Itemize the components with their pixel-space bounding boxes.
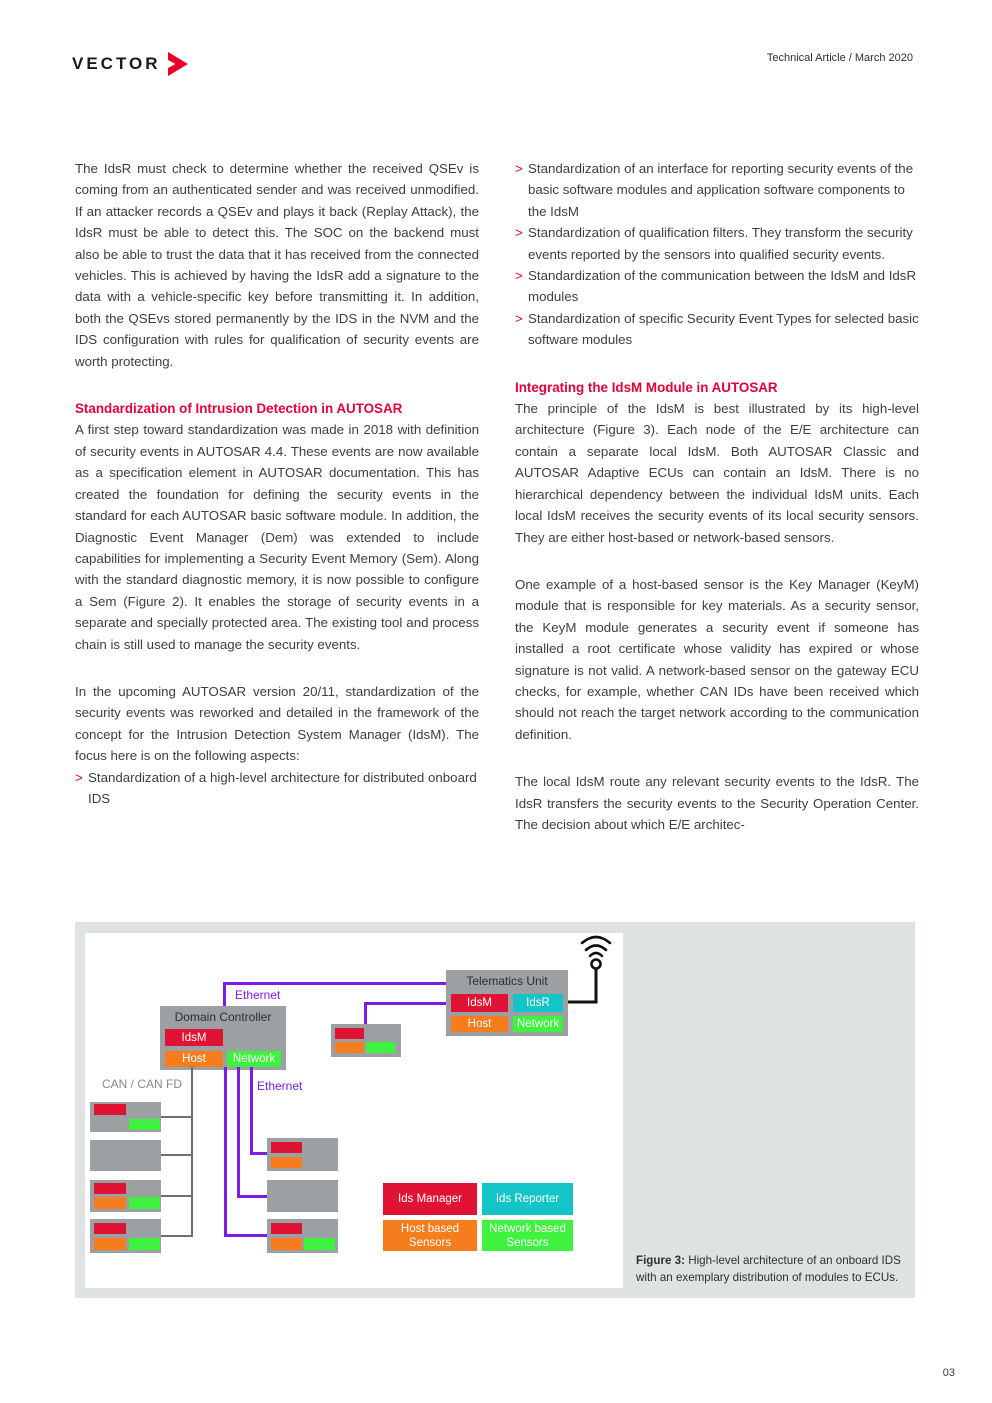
- network-sensor-block: [366, 1042, 395, 1053]
- bullet-item: [515, 222, 919, 265]
- article-column-left: [75, 158, 479, 809]
- bullet-marker-icon: >: [515, 161, 523, 176]
- ids-manager-block: [94, 1104, 126, 1115]
- network-sensor-block: [304, 1238, 335, 1250]
- bullet-text: Standardization of an interface for reporting security events of the basic software modules and application software components to the IdsM: [528, 161, 914, 219]
- ids-manager-block: [94, 1183, 126, 1194]
- article-column-right: [515, 158, 919, 835]
- ethernet-ecu-box: [267, 1138, 338, 1171]
- host-module: Host: [165, 1051, 223, 1067]
- can-stub-line: [161, 1154, 191, 1156]
- ethernet-line: [364, 1002, 449, 1005]
- bullet-item: [515, 308, 919, 351]
- ids-manager-block: [335, 1028, 364, 1039]
- domain-controller-title: Domain Controller: [174, 1010, 272, 1024]
- ethernet-line: [364, 1002, 367, 1026]
- legend-ids-reporter: Ids Reporter: [482, 1183, 573, 1215]
- can-ecu-box: [90, 1180, 161, 1212]
- paragraph: The IdsR must check to determine whether the received QSEv is coming from an authenticated sender and was received unmodified. If an attacker records a QSEv and plays it back (Replay Attack), the IdsR must be able to detect this. The SOC on the backend must also be able to trust the data that it has received from the connected vehicles. This is achieved by having the IdsR add a signature to the data with a vehicle-specific key before transmitting it. In addition, both the QSEvs stored permanently by the IDS in the NVM and the IDS configuration with rules for qualification of security events are worth protecting.: [75, 161, 479, 369]
- bullet-marker-icon: >: [515, 225, 523, 241]
- ethernet-line: [250, 1152, 267, 1155]
- legend-network-sensors: Network based Sensors: [482, 1220, 573, 1251]
- bullet-item: [75, 767, 479, 810]
- page-number: 03: [942, 1367, 955, 1379]
- ethernet-line: [250, 1067, 253, 1155]
- can-ecu-box: [90, 1102, 161, 1132]
- host-sensor-block: [335, 1042, 364, 1053]
- header-meta: Technical Article / March 2020: [766, 52, 913, 64]
- paragraph: One example of a host-based sensor is the Key Manager (KeyM) module that is responsible for key materials. As a security sensor, the KeyM module generates a security event if someone has installed a root certificate whose validity has expired or whose signature is not valid. A network-based sensor on the gateway ECU checks, for example, whether CAN IDs have been received which should not reach the target network according to the communication definition.: [515, 576, 919, 742]
- ethernet-label: Ethernet: [257, 1079, 303, 1093]
- ethernet-line: [237, 1067, 240, 1198]
- bullet-text: Standardization of specific Security Event Types for selected basic software modules: [528, 310, 919, 348]
- bullet-list: [515, 158, 919, 351]
- ids-manager-block: [94, 1223, 126, 1234]
- ethernet-ecu-box: [267, 1219, 338, 1253]
- paragraph: The local IdsM route any relevant security events to the IdsR. The IdsR transfers the security events to the Security Operation Center. The decision about which E/E architec-: [515, 774, 919, 832]
- ethernet-line: [223, 982, 449, 985]
- vector-chevron-icon: [167, 52, 189, 76]
- ethernet-line: [224, 1234, 267, 1237]
- host-module: Host: [451, 1016, 508, 1032]
- bullet-marker-icon: >: [515, 268, 523, 284]
- figure-canvas: [85, 933, 623, 1288]
- telematics-unit-title: Telematics Unit: [466, 974, 548, 988]
- antenna-icon: [565, 933, 617, 1008]
- can-stub-line: [161, 1116, 191, 1118]
- bullet-marker-icon: >: [515, 310, 523, 326]
- host-sensor-block: [94, 1197, 126, 1209]
- can-bus-line: [191, 1067, 193, 1237]
- idsm-module: IdsM: [165, 1029, 223, 1046]
- bullet-item: [515, 265, 919, 308]
- bullet-list: [75, 767, 479, 810]
- can-label: CAN / CAN FD: [102, 1077, 183, 1091]
- section-heading: Integrating the IdsM Module in AUTOSAR: [515, 379, 778, 395]
- figure-caption-text: High-level architecture of an onboard IDS with an exemplary distribution of modules to ECUs.: [636, 1253, 901, 1285]
- idsr-module: IdsR: [513, 994, 563, 1012]
- ethernet-line: [237, 1195, 267, 1198]
- can-ecu-box: [90, 1140, 161, 1171]
- can-ecu-box: [90, 1219, 161, 1253]
- host-sensor-block: [271, 1238, 302, 1250]
- bullet-text: Standardization of qualification filters. They transform the security events reported by the sensors into qualified security events.: [528, 225, 913, 262]
- paragraph: In the upcoming AUTOSAR version 20/11, standardization of the security events was reworked and detailed in the framework of the concept for the Intrusion Detection System Manager (IdsM). The focus here is on the following aspects:: [75, 683, 479, 764]
- paragraph: A first step toward standardization was made in 2018 with definition of security events in AUTOSAR 4.4. These events are now available as a specification element in AUTOSAR documentation. This has created the foundation for defining the security events in the standard for each AUTOSAR basic software module. In addition, the Diagnostic Event Manager (Dem) was extended to include capabilities for implementing a Security Event Memory (Sem). Along with the standard diagnostic memory, it is now possible to configure a Sem (Figure 2). It enables the storage of security events in a separate and specially protected area. The existing tool and process chain is still used to manage the security events.: [75, 422, 479, 652]
- idsm-module: IdsM: [451, 994, 508, 1012]
- network-sensor-block: [129, 1197, 160, 1209]
- can-stub-line: [161, 1235, 191, 1237]
- ids-manager-block: [271, 1142, 302, 1153]
- bullet-text: Standardization of a high-level architecture for distributed onboard IDS: [88, 769, 477, 806]
- bullet-item: [515, 158, 919, 222]
- network-sensor-block: [129, 1238, 160, 1250]
- vector-logo: [72, 52, 189, 76]
- ethernet-line: [224, 1067, 227, 1237]
- bullet-marker-icon: >: [75, 769, 83, 785]
- ids-manager-block: [271, 1223, 302, 1234]
- network-module: Network: [513, 1016, 563, 1032]
- section-heading: Standardization of Intrusion Detection in AUTOSAR: [75, 401, 403, 417]
- network-module: Network: [227, 1051, 281, 1067]
- domain-controller-box: [160, 1006, 286, 1070]
- bullet-text: Standardization of the communication between the IdsM and IdsR modules: [528, 268, 917, 305]
- ethernet-label: Ethernet: [235, 988, 281, 1002]
- legend-ids-manager: Ids Manager: [383, 1183, 477, 1215]
- telematics-unit-box: [446, 970, 568, 1036]
- ethernet-line: [223, 982, 226, 1009]
- small-ecu-box: [331, 1024, 401, 1057]
- ethernet-ecu-box: [267, 1180, 338, 1212]
- can-stub-line: [161, 1195, 191, 1197]
- legend-host-sensors: Host based Sensors: [383, 1220, 477, 1251]
- host-sensor-block: [94, 1238, 126, 1250]
- vector-wordmark: VECTOR: [72, 54, 161, 73]
- figure-3: [75, 922, 915, 1298]
- network-sensor-block: [129, 1119, 160, 1130]
- host-sensor-block: [271, 1157, 302, 1168]
- figure-caption: [636, 1252, 908, 1287]
- paragraph: The principle of the IdsM is best illustrated by its high-level architecture (Figure 3). Each node of the E/E architecture can contain a separate local IdsM. Both AUTOSAR Classic and AUTOSAR Adaptive ECUs can contain an IdsM. There is no hierarchical dependency between the individual IdsM units. Each local IdsM receives the security events of its local security sensors. They are either host-based or network-based sensors.: [515, 401, 919, 545]
- figure-caption-label: Figure 3:: [636, 1253, 685, 1267]
